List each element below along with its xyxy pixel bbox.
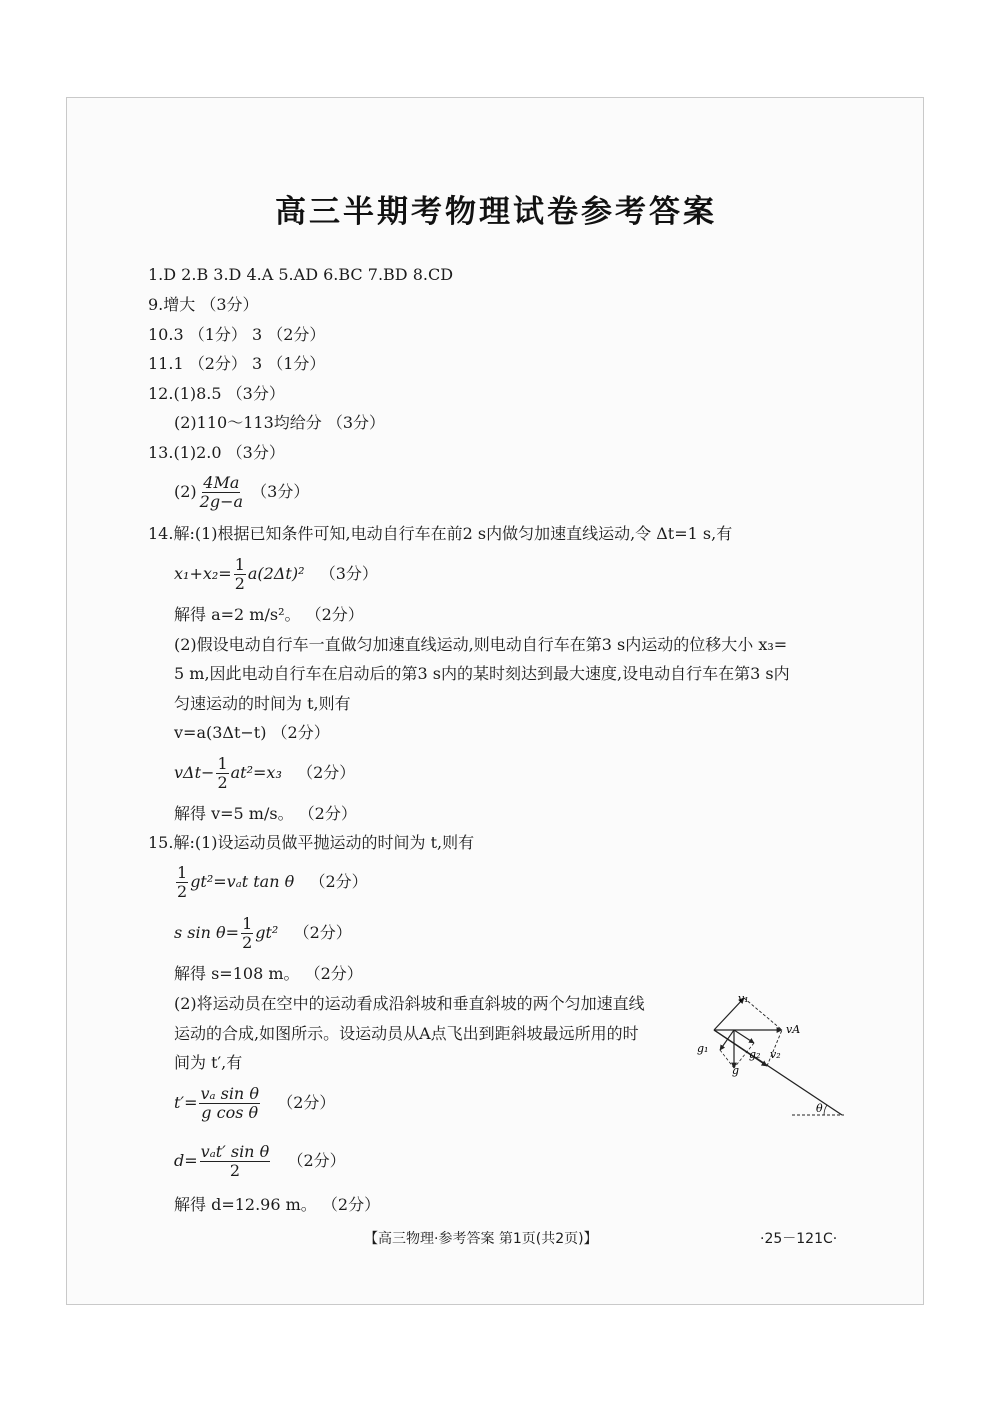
label-g2: g₂ [749, 1048, 761, 1061]
q14-line9: 解得 v=5 m/s。 （2分） [174, 804, 357, 823]
q14-eq2-score: （2分） [297, 763, 356, 782]
label-v1: v₁ [738, 992, 749, 1005]
q13-num: 4Ma [203, 473, 240, 492]
q15-line10: 解得 d=12.96 m。 （2分） [174, 1195, 381, 1214]
q15-eq2-score: （2分） [293, 923, 352, 942]
q13-den: 2g−a [199, 492, 244, 511]
q15-eq2-num: 1 [242, 914, 253, 933]
q14-line3: 解得 a=2 m/s²。 （2分） [174, 605, 364, 624]
q9-answer: 9.增大 （3分） [148, 295, 259, 314]
q15-eq3-frac [199, 1085, 259, 1122]
g2-vector [734, 1030, 754, 1043]
q14-eq2-frac [216, 755, 228, 792]
q13-part1: 13.(1)2.0 （3分） [148, 443, 285, 462]
q14-line4: (2)假设电动自行车一直做匀加速直线运动,则电动自行车在第3 s内运动的位移大小 x₃= [174, 635, 788, 654]
q14-line7: v=a(3Δt−t) （2分） [174, 723, 330, 742]
q15-eq3-den: g cos θ [201, 1103, 259, 1122]
q15-eq4 [174, 1143, 346, 1180]
q14-eq1-den: 2 [234, 574, 245, 593]
g1-vector [720, 1030, 734, 1050]
va-dash-1 [744, 998, 782, 1030]
q15-eq2-frac [241, 915, 253, 952]
label-g1: g₁ [697, 1042, 709, 1055]
q15-eq1-score: （2分） [309, 872, 368, 891]
q15-eq1-frac [176, 864, 188, 901]
q15-eq3-lhs: t′= [174, 1093, 198, 1112]
q14-eq1-rhs: a(2Δt)² [247, 564, 305, 583]
q10-answer: 10.3 （1分） 3 （2分） [148, 325, 326, 344]
q15-eq3-score: （2分） [277, 1093, 336, 1112]
q15-line6: 运动的合成,如图所示。设运动员从A点飞出到距斜坡最远所用的时 [174, 1024, 639, 1043]
q15-eq4-lhs: d= [174, 1151, 198, 1170]
label-v2: v₂ [770, 1048, 781, 1061]
footer-code: ·25－121C· [760, 1231, 838, 1247]
q14-eq2-lhs: vΔt− [174, 763, 215, 782]
q15-eq4-den: 2 [229, 1161, 241, 1180]
q12-part2: (2)110～113均给分 （3分） [174, 413, 386, 432]
q14-eq2 [174, 755, 355, 792]
angle-arc [824, 1105, 827, 1115]
q14-eq1-frac [234, 556, 246, 593]
q15-eq3 [174, 1085, 335, 1122]
label-g: g [732, 1064, 740, 1077]
q13-part2 [174, 474, 309, 511]
q13-prefix: (2) [174, 482, 197, 501]
q15-eq3-num: vₐ sin θ [200, 1084, 259, 1103]
q15-line1: 15.解:(1)设运动员做平抛运动的时间为 t,则有 [148, 833, 475, 852]
q15-eq4-num: vₐt′ sin θ [200, 1142, 270, 1161]
q15-eq2-rhs: gt² [255, 923, 279, 942]
vector-diagram [692, 992, 852, 1120]
q15-eq1-rhs: gt²=vₐt tan θ [190, 872, 295, 891]
q12-part1: 12.(1)8.5 （3分） [148, 384, 285, 403]
q15-eq2-lhs: s sin θ= [174, 923, 240, 942]
q14-eq1-score: （3分） [319, 564, 378, 583]
footer-page-info: 【高三物理·参考答案 第1页(共2页)】 [364, 1231, 598, 1247]
q15-eq1-den: 2 [177, 882, 188, 901]
mc-answers: 1.D 2.B 3.D 4.A 5.AD 6.BC 7.BD 8.CD [148, 265, 454, 284]
q15-eq4-score: （2分） [287, 1151, 346, 1170]
q15-eq4-frac [200, 1143, 271, 1180]
label-theta: θ [816, 1102, 823, 1115]
q15-line5: (2)将运动员在空中的运动看成沿斜坡和垂直斜坡的两个匀加速直线 [174, 994, 645, 1013]
page-title: 高三半期考物理试卷参考答案 [275, 194, 717, 230]
label-va: vA [786, 1023, 801, 1036]
q15-eq2-den: 2 [242, 933, 253, 952]
q15-line4: 解得 s=108 m。 （2分） [174, 964, 363, 983]
q11-answer: 11.1 （2分） 3 （1分） [148, 354, 326, 373]
q13-score: （3分） [251, 482, 310, 501]
q14-line1: 14.解:(1)根据已知条件可知,电动自行车在前2 s内做匀加速直线运动,令 Δt=1 s,有 [148, 524, 733, 543]
q14-eq2-rhs: at²=x₃ [230, 763, 282, 782]
q14-eq1 [174, 556, 378, 593]
q14-line6: 匀速运动的时间为 t,则有 [174, 694, 351, 713]
q13-fraction [199, 474, 244, 511]
q14-line5: 5 m,因此电动自行车在启动后的第3 s内的某时刻达到最大速度,设电动自行车在第3 s内 [174, 664, 790, 683]
q15-eq2 [174, 915, 352, 952]
q15-eq1 [174, 864, 368, 901]
q15-line7: 间为 t′,有 [174, 1053, 243, 1072]
q14-eq2-den: 2 [217, 773, 228, 792]
q14-eq1-lhs: x₁+x₂= [174, 564, 232, 583]
q14-eq1-num: 1 [234, 555, 245, 574]
q15-eq1-num: 1 [177, 863, 188, 882]
q14-eq2-num: 1 [217, 754, 228, 773]
